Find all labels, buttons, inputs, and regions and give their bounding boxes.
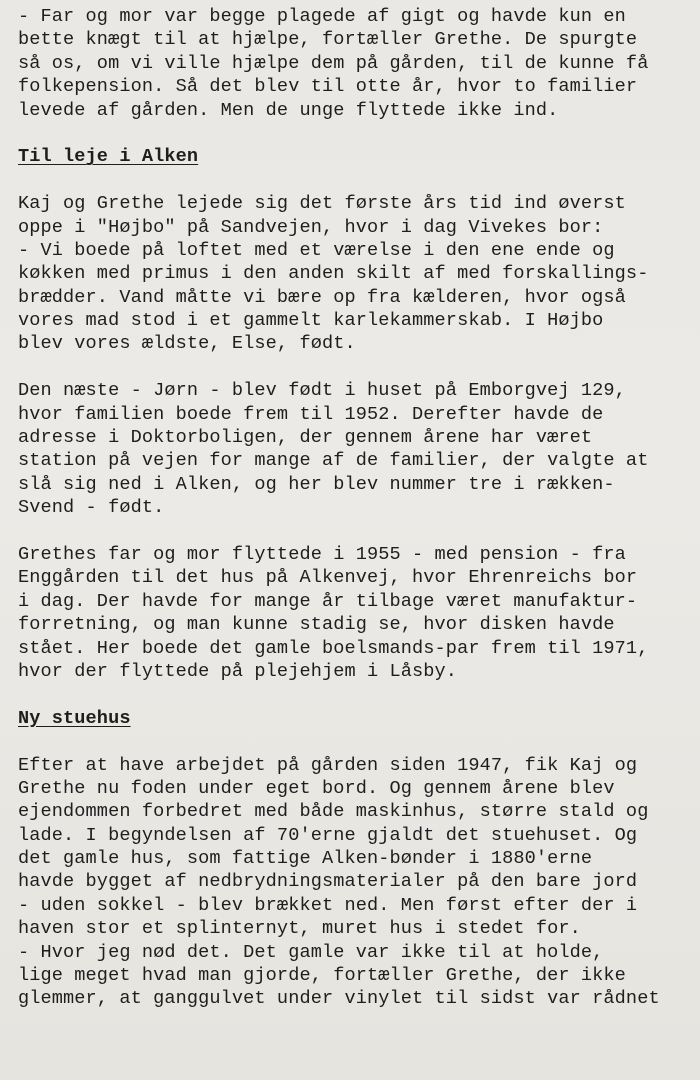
paragraph xyxy=(18,754,694,1011)
text-line: hvor familien boede frem til 1952. Derefter havde de xyxy=(18,403,604,425)
text-line: - uden sokkel - blev brækket ned. Men først efter der i xyxy=(18,894,638,916)
text-line: blev vores ældste, Else, født. xyxy=(18,333,356,355)
text-line: køkken med primus i den anden skilt af med forskallings- xyxy=(18,263,649,285)
text-line: - Hvor jeg nød det. Det gamle var ikke til at holde, xyxy=(18,941,604,963)
text-line: bette knægt til at hjælpe, fortæller Grethe. De spurgte xyxy=(18,29,638,51)
text-line: levede af gården. Men de unge flyttede ikke ind. xyxy=(18,99,559,121)
text-line: slå sig ned i Alken, og her blev nummer tre i rækken- xyxy=(18,473,615,495)
text-line: Kaj og Grethe lejede sig det første års tid ind øverst xyxy=(18,193,626,215)
text-line: Grethe nu foden under eget bord. Og gennem årene blev xyxy=(18,777,615,799)
text-line: haven stor et splinternyt, muret hus i stedet for. xyxy=(18,918,581,940)
text-line: Den næste - Jørn - blev født i huset på Emborgvej 129, xyxy=(18,380,626,402)
paragraph-gap xyxy=(18,356,694,379)
text-line: Enggården til det hus på Alkenvej, hvor Ehrenreichs bor xyxy=(18,567,638,589)
text-line: det gamle hus, som fattige Alken-bønder i 1880'erne xyxy=(18,848,593,870)
text-line: Grethes far og mor flyttede i 1955 - med pension - fra xyxy=(18,543,626,565)
paragraph xyxy=(18,543,694,683)
text-line: glemmer, at ganggulvet under vinylet til sidst var rådnet xyxy=(18,988,660,1010)
text-line: adresse i Doktorboligen, der gennem årene har været xyxy=(18,427,593,449)
text-line: - Far og mor var begge plagede af gigt og havde kun en xyxy=(18,6,626,27)
paragraph-gap xyxy=(18,520,694,543)
paragraph xyxy=(18,379,694,519)
paragraph-gap xyxy=(18,169,694,192)
section-heading: Ny stuehus xyxy=(18,707,131,729)
text-line: i dag. Der havde for mange år tilbage været manufaktur- xyxy=(18,590,638,612)
text-line: forretning, og man kunne stadig se, hvor disken havde xyxy=(18,614,615,636)
paragraph xyxy=(18,5,694,122)
text-line: lade. I begyndelsen af 70'erne gjaldt det stuehuset. Og xyxy=(18,824,638,846)
text-line: vores mad stod i et gammelt karlekammerskab. I Højbo xyxy=(18,310,604,332)
article-text xyxy=(18,5,694,1011)
paragraph-gap xyxy=(18,683,694,706)
text-line: lige meget hvad man gjorde, fortæller Grethe, der ikke xyxy=(18,965,626,987)
text-line: havde bygget af nedbrydningsmaterialer på den bare jord xyxy=(18,871,638,893)
section-heading: Til leje i Alken xyxy=(18,146,199,168)
text-line: stået. Her boede det gamle boelsmands-par frem til 1971, xyxy=(18,637,649,659)
paragraph-gap xyxy=(18,730,694,753)
paragraph xyxy=(18,192,694,356)
text-line: Svend - født. xyxy=(18,497,165,519)
text-line: oppe i "Højbo" på Sandvejen, hvor i dag Vivekes bor: xyxy=(18,216,604,238)
text-line: ejendommen forbedret med både maskinhus, større stald og xyxy=(18,801,649,823)
text-line: station på vejen for mange af de familier, der valgte at xyxy=(18,450,649,472)
paragraph-gap xyxy=(18,122,694,145)
text-line: så os, om vi ville hjælpe dem på gården, til de kunne få xyxy=(18,52,649,74)
text-line: folkepension. Så det blev til otte år, hvor to familier xyxy=(18,76,638,98)
text-line: - Vi boede på loftet med et værelse i den ene ende og xyxy=(18,239,615,261)
text-line: Efter at have arbejdet på gården siden 1947, fik Kaj og xyxy=(18,754,638,776)
text-line: brædder. Vand måtte vi bære op fra kælderen, hvor også xyxy=(18,286,626,308)
text-line: hvor der flyttede på plejehjem i Låsby. xyxy=(18,660,458,682)
